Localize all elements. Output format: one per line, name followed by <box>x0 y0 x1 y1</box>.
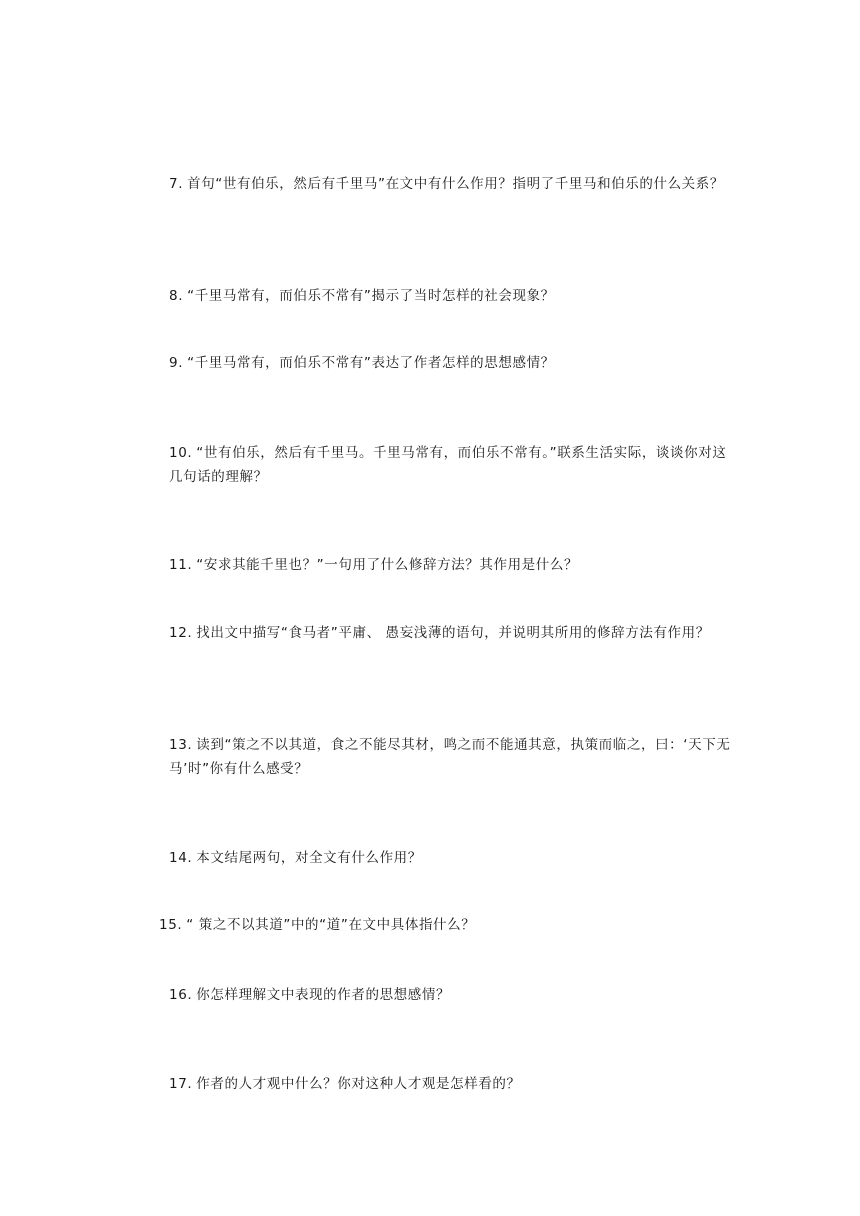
question-number: 7. <box>169 176 184 192</box>
question-text: 读到“策之不以其道，食之不能尽其材，鸣之而不能通其意，执策而临之，曰：‘天下无马’时”你有什么感受？ <box>169 737 731 777</box>
question-text: “ 策之不以其道”中的“道”在文中具体指什么？ <box>186 917 476 933</box>
question-9 <box>133 351 733 375</box>
question-number: 10. <box>169 445 193 461</box>
question-number: 8. <box>169 288 184 304</box>
question-text: 作者的人才观中什么？你对这种人才观是怎样看的？ <box>196 1076 521 1092</box>
question-16 <box>133 983 733 1007</box>
question-text: “世有伯乐，然后有千里马。千里马常有，而伯乐不常有。”联系生活实际，谈谈你对这几句话的理解？ <box>169 445 727 485</box>
question-number: 14. <box>169 850 193 866</box>
question-12 <box>133 621 733 645</box>
question-11 <box>133 553 733 577</box>
question-text: 首句“世有伯乐，然后有千里马”在文中有什么作用？指明了千里马和伯乐的什么关系？ <box>187 176 724 192</box>
question-17 <box>133 1072 733 1096</box>
question-number: 11. <box>169 557 193 573</box>
question-text: 本文结尾两句，对全文有什么作用？ <box>196 850 422 866</box>
question-number: 16. <box>169 987 193 1003</box>
question-14 <box>133 846 733 870</box>
question-text: “千里马常有，而伯乐不常有”揭示了当时怎样的社会现象？ <box>187 288 555 304</box>
question-7 <box>133 172 733 196</box>
question-text: “千里马常有，而伯乐不常有”表达了作者怎样的思想感情？ <box>187 355 555 371</box>
question-text: 找出文中描写“食马者”平庸、 愚妄浅薄的语句，并说明其所用的修辞方法有作用？ <box>196 625 710 641</box>
question-number: 12. <box>169 625 193 641</box>
question-number: 13. <box>169 737 193 753</box>
question-number: 15. <box>159 917 183 933</box>
question-15 <box>133 913 733 937</box>
question-text: “安求其能千里也？”一句用了什么修辞方法？其作用是什么？ <box>196 557 579 573</box>
question-10 <box>133 441 733 489</box>
question-number: 9. <box>169 355 184 371</box>
question-13 <box>133 733 733 781</box>
question-text: 你怎样理解文中表现的作者的思想感情？ <box>196 987 451 1003</box>
question-8 <box>133 284 733 308</box>
question-number: 17. <box>169 1076 193 1092</box>
